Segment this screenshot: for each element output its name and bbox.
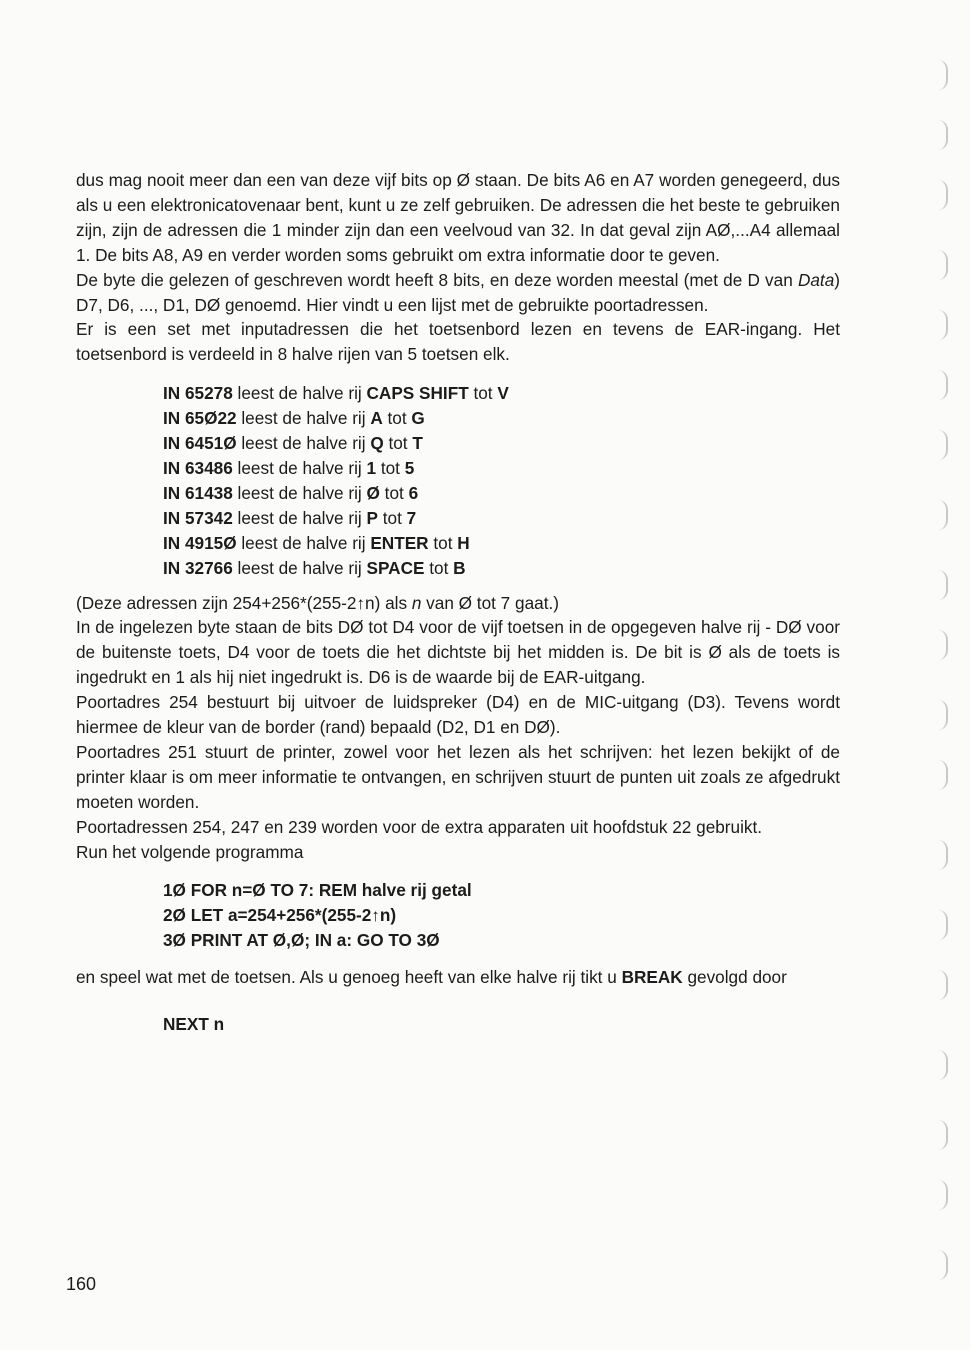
row-text: leest de halve rij [232, 482, 367, 503]
key-to: V [497, 383, 509, 404]
program-line: NEXT n [163, 1014, 225, 1035]
paragraph-extra-ports: Poortadressen 254, 247 en 239 worden voor de extra apparaten uit hoofdstuk 22 gebruikt. [76, 816, 763, 837]
paragraph-3: Er is een set met inputadressen die het toetsenbord lezen en tevens de EAR-ingang. Het toetsenbord is verdeeld in 8 halve rijen van 5 toetsen elk. [76, 319, 840, 365]
row-text: leest de halve rij [232, 383, 367, 404]
row-text: tot [383, 433, 413, 454]
row-text: leest de halve rij [236, 408, 371, 429]
key-from: CAPS SHIFT [366, 383, 469, 404]
paragraph-bits: In de ingelezen byte staan de bits DØ tot D4 voor de vijf toetsen in de opgegeven halve rij - DØ voor de buitenste toets, D4 voor de toets die het dichtste bij het midden is. De bit is Ø als de toets is ingedrukt en 1 als hij niet ingedrukt is. D6 is de waarde bij de EAR-uitgang. [76, 617, 840, 688]
program-line: 3Ø PRINT AT Ø,Ø; IN a: GO TO 3Ø [163, 930, 440, 951]
row-text: tot [379, 482, 409, 503]
program-line: 1Ø FOR n=Ø TO 7: REM halve rij getal [163, 880, 472, 901]
list-item [163, 431, 840, 456]
port-address: IN 65Ø22 [163, 408, 237, 429]
key-from: P [366, 507, 378, 528]
list-item [163, 406, 840, 431]
row-text: leest de halve rij [232, 507, 367, 528]
key-to: T [412, 433, 423, 454]
binding-marks [932, 60, 954, 1320]
break-keyword: BREAK [621, 967, 683, 988]
key-from: 1 [366, 457, 377, 478]
paragraph-1: dus mag nooit meer dan een van deze vijf bits op Ø staan. De bits A6 en A7 worden genegeerd, dus als u een elektronicatovenaar bent, kunt u ze zelf gebruiken. De adressen die het beste te gebruiken zijn, zijn de adressen die 1 minder zijn dan een veelvoud van 32. In dat geval zijn AØ,...A4 allemaal 1. De bits A8, A9 en verder worden soms gebruikt om extra informatie door te geven. [76, 170, 840, 265]
formula-text: van Ø tot 7 gaat.) [421, 592, 559, 613]
row-text: tot [424, 557, 454, 578]
port-address: IN 65278 [163, 383, 233, 404]
key-to: 6 [408, 482, 419, 503]
key-from: Q [370, 433, 384, 454]
paragraph-closing [76, 965, 840, 990]
port-address: IN 4915Ø [163, 532, 237, 553]
closing-text: en speel wat met de toetsen. Als u genoeg heeft van elke halve rij tikt u [76, 967, 622, 988]
port-address: IN 63486 [163, 457, 233, 478]
row-text: leest de halve rij [232, 457, 367, 478]
formula-text: (Deze adressen zijn 254+256*(255-2↑n) als [76, 592, 412, 613]
row-text: leest de halve rij [236, 532, 371, 553]
port-address: IN 61438 [163, 482, 233, 503]
key-from: ENTER [370, 532, 429, 553]
program-line: 2Ø LET a=254+256*(255-2↑n) [163, 905, 397, 926]
port-address: IN 6451Ø [163, 433, 237, 454]
list-item [163, 506, 840, 531]
paragraph-port-254: Poortadres 254 bestuurt bij uitvoer de luidspreker (D4) en de MIC-uitgang (D3). Tevens wordt hiermee de kleur van de border (rand) bepaald (D2, D1 en DØ). [76, 692, 840, 738]
program-listing [163, 878, 840, 953]
list-item [163, 556, 840, 581]
port-address: IN 32766 [163, 557, 233, 578]
key-from: Ø [366, 482, 380, 503]
row-text: tot [468, 383, 498, 404]
list-item [163, 456, 840, 481]
list-item [163, 381, 840, 406]
paragraph-2 [76, 268, 840, 318]
key-to: G [411, 408, 425, 429]
port-address-list [163, 381, 840, 580]
list-item [163, 481, 840, 506]
key-to: 7 [406, 507, 417, 528]
paragraph-port-251: Poortadres 251 stuurt de printer, zowel voor het lezen als het schrijven: het lezen bekijkt of de printer klaar is om meer informatie te ontvangen, en schrijven stuurt de punten uit zoals ze afgedrukt moeten worden. [76, 741, 840, 812]
paragraph-run: Run het volgende programma [76, 841, 304, 862]
row-text: tot [376, 457, 405, 478]
paragraph-2-end: ) D7, D6, ..., D1, DØ genoemd. Hier vindt u een lijst met de gebruikte poortadressen. [76, 269, 840, 315]
paragraph-2-start: De byte die gelezen of geschreven wordt heeft 8 bits, en deze worden meestal (met de D van [76, 269, 798, 290]
italic-data: Data [797, 269, 835, 290]
closing-text: gevolgd door [682, 967, 787, 988]
row-text: tot [377, 507, 407, 528]
row-text: tot [428, 532, 458, 553]
port-address: IN 57342 [163, 507, 233, 528]
key-to: H [457, 532, 470, 553]
formula-variable: n [411, 592, 422, 613]
next-statement [163, 1012, 840, 1037]
key-from: A [370, 408, 383, 429]
key-from: SPACE [366, 557, 425, 578]
page-number: 160 [66, 1274, 97, 1294]
row-text: tot [382, 408, 412, 429]
page-body [76, 168, 840, 1049]
address-formula [76, 591, 840, 616]
list-item [163, 531, 840, 556]
row-text: leest de halve rij [232, 557, 367, 578]
key-to: 5 [404, 457, 415, 478]
key-to: B [453, 557, 466, 578]
row-text: leest de halve rij [236, 433, 371, 454]
